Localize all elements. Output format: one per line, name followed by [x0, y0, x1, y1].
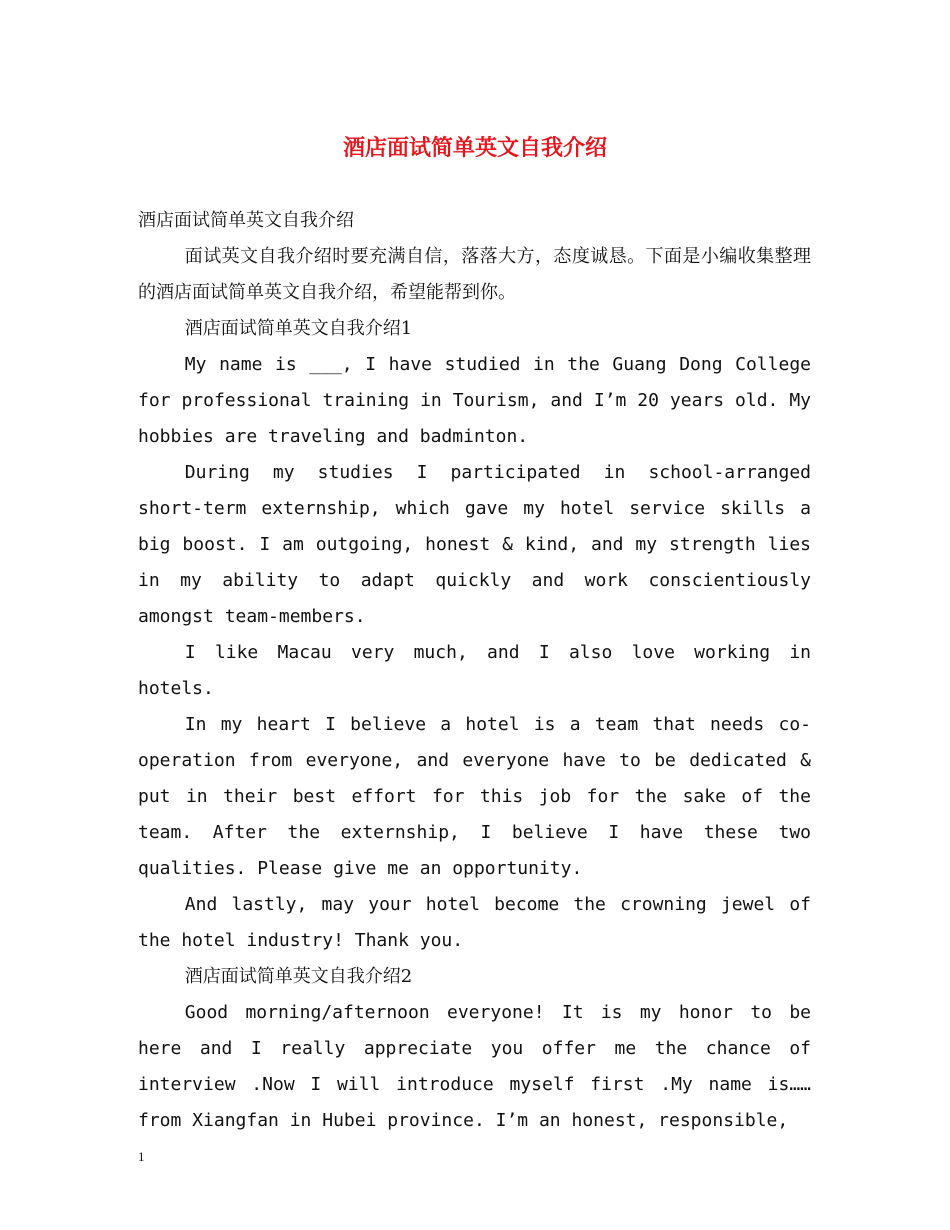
subsection-heading-1: 酒店面试简单英文自我介绍1 — [184, 318, 413, 339]
page-number: 1 — [138, 1149, 145, 1164]
paragraph: My name is ___, I have studied in the Guang Dong College for professional training in Tourism, and I’m 20 years old. My hobbies are traveling and badminton. — [138, 354, 811, 447]
subsection-heading-2: 酒店面试简单英文自我介绍2 — [184, 966, 413, 987]
paragraph: During my studies I participated in school-arranged short-term externship, which gave my hotel service skills a big boost. I am outgoing, honest & kind, and my strength lies in my ability to adapt quickly and work conscientiously amongst team-members. — [138, 462, 811, 627]
section-heading: 酒店面试简单英文自我介绍 — [138, 210, 354, 231]
paragraph: I like Macau very much, and I also love working in hotels. — [138, 642, 811, 699]
intro-paragraph: 面试英文自我介绍时要充满自信，落落大方，态度诚恳。下面是小编收集整理的酒店面试简单英文自我介绍，希望能帮到你。 — [138, 246, 811, 303]
paragraph: And lastly, may your hotel become the crowning jewel of the hotel industry! Thank you. — [138, 894, 811, 951]
paragraph: In my heart I believe a hotel is a team that needs co-operation from everyone, and everyone have to be dedicated & put in their best effort for this job for the sake of the team. After the externship, I believe I have these two qualities. Please give me an opportunity. — [138, 714, 811, 879]
document-body — [138, 203, 811, 1139]
paragraph: Good morning/afternoon everyone! It is my honor to be here and I really appreciate you offer me the chance of interview .Now I will introduce myself first .My name is…… from Xiangfan in Hubei province. I’m an honest, responsible, — [138, 1002, 811, 1131]
document-title: 酒店面试简单英文自我介绍 — [342, 135, 607, 161]
